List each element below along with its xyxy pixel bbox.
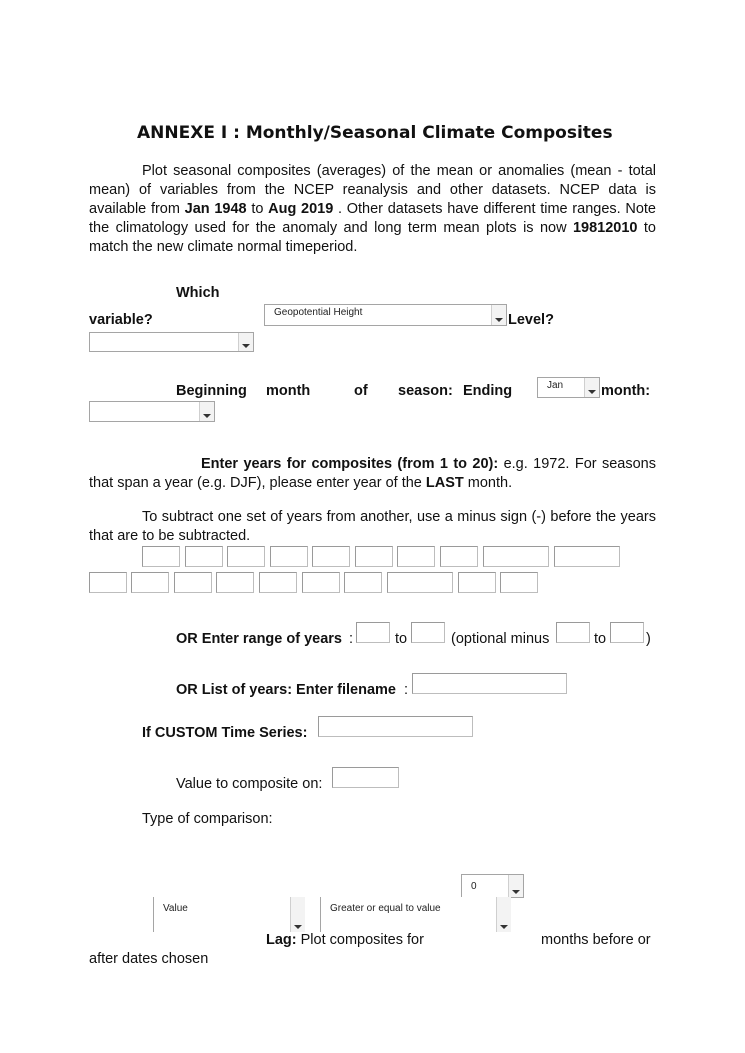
list-years-label: OR List of years: Enter filename	[176, 682, 396, 698]
year-input-14[interactable]	[216, 572, 254, 593]
year-input-3[interactable]	[227, 546, 265, 567]
years-instructions-end: month.	[463, 475, 513, 491]
level-label: Level?	[508, 312, 554, 328]
begin-month-value: Jan	[547, 380, 564, 391]
comparison-label: Type of comparison:	[142, 811, 273, 827]
range-colon: :	[349, 631, 354, 647]
year-input-9[interactable]	[483, 546, 549, 567]
comparison-operator-select[interactable]	[320, 897, 511, 932]
subtract-text: To subtract one set of years from another, use a minus sign (-) before the years that are to be subtracted.	[89, 509, 656, 544]
year-input-11[interactable]	[89, 572, 127, 593]
chevron-down-icon	[508, 875, 523, 897]
year-input-10[interactable]	[554, 546, 620, 567]
minus-range-to-label: to	[594, 631, 607, 647]
chevron-down-icon	[491, 305, 506, 325]
chevron-down-icon	[496, 897, 511, 932]
range-to-label: to	[395, 631, 408, 647]
year-input-18[interactable]	[387, 572, 453, 593]
intro-paragraph	[89, 162, 656, 257]
begin-month-select[interactable]	[537, 377, 600, 398]
lag-text-1: Plot composites for	[296, 932, 424, 948]
intro-text-1: Plot seasonal composites (averages) of the mean or anomalies (mean - total mean) of variables from the NCEP reanalysis and other datasets. NCEP data is available from	[89, 163, 656, 217]
years-instructions	[89, 455, 656, 493]
value-type-select[interactable]	[153, 897, 305, 932]
year-input-6[interactable]	[355, 546, 393, 567]
intro-text-2: to	[246, 201, 269, 217]
month-label: month:	[601, 383, 651, 399]
season-word-month: month	[266, 383, 311, 399]
comparison-operator-value: Greater or equal to value	[330, 903, 441, 914]
composite-value-input[interactable]	[332, 767, 399, 788]
variable-label: variable?	[89, 312, 153, 328]
minus-range-end-input[interactable]	[610, 622, 644, 643]
lag-label: Lag:	[266, 932, 297, 948]
year-input-5[interactable]	[312, 546, 350, 567]
season-word-of: of	[354, 383, 368, 399]
variable-select-value: Geopotential Height	[274, 307, 363, 318]
chevron-down-icon	[199, 402, 214, 421]
year-input-19[interactable]	[458, 572, 496, 593]
chevron-down-icon	[290, 897, 305, 932]
year-input-2[interactable]	[185, 546, 223, 567]
season-word-season: season:	[398, 383, 453, 399]
custom-series-label: If CUSTOM Time Series:	[142, 725, 308, 741]
value-type-value: Value	[163, 903, 188, 914]
year-input-4[interactable]	[270, 546, 308, 567]
end-month-select[interactable]	[89, 401, 215, 422]
range-start-input[interactable]	[356, 622, 390, 643]
composite-value-label: Value to composite on:	[176, 776, 323, 792]
minus-range-start-input[interactable]	[556, 622, 590, 643]
subtract-instructions	[89, 508, 656, 546]
range-optional-label: (optional minus	[451, 631, 550, 647]
year-input-8[interactable]	[440, 546, 478, 567]
year-input-7[interactable]	[397, 546, 435, 567]
filename-input[interactable]	[412, 673, 567, 694]
intro-text-3: . Other datasets have different time ranges. Note the climatology used for the anomaly and long term mean plots is now	[89, 201, 656, 236]
intro-text-4: to match the new climate normal timeperiod.	[89, 220, 656, 255]
lag-text-2: months before or	[541, 932, 651, 948]
lag-select-value: 0	[471, 881, 477, 892]
lag-select[interactable]	[461, 874, 524, 898]
years-last-word: LAST	[425, 475, 464, 491]
season-word-beginning: Beginning	[176, 383, 247, 399]
chevron-down-icon	[238, 333, 253, 351]
years-instructions-text: e.g. 1972. For seasons that span a year (e.g. DJF), please enter year of the	[89, 456, 656, 491]
year-input-17[interactable]	[344, 572, 382, 593]
year-input-15[interactable]	[259, 572, 297, 593]
page-title: ANNEXE I : Monthly/Seasonal Climate Composites	[137, 123, 613, 143]
range-end-input[interactable]	[411, 622, 445, 643]
list-years-colon: :	[404, 682, 409, 698]
data-start-date: Jan 1948	[184, 201, 247, 217]
custom-series-input[interactable]	[318, 716, 473, 737]
year-input-1[interactable]	[142, 546, 180, 567]
year-input-20[interactable]	[500, 572, 538, 593]
which-label: Which	[176, 285, 220, 301]
season-word-ending: Ending	[463, 383, 513, 399]
climatology-period: 19812010	[572, 220, 638, 236]
years-instructions-bold: Enter years for composites (from 1 to 20):	[201, 456, 499, 472]
lag-sentence-start	[266, 932, 424, 948]
year-input-13[interactable]	[174, 572, 212, 593]
level-select[interactable]	[89, 332, 254, 352]
variable-select[interactable]	[264, 304, 507, 326]
chevron-down-icon	[584, 378, 599, 397]
range-close-paren: )	[646, 631, 651, 647]
lag-text-3: after dates chosen	[89, 951, 209, 967]
data-end-date: Aug 2019	[268, 201, 334, 217]
year-input-16[interactable]	[302, 572, 340, 593]
range-label: OR Enter range of years	[176, 631, 342, 647]
year-input-12[interactable]	[131, 572, 169, 593]
